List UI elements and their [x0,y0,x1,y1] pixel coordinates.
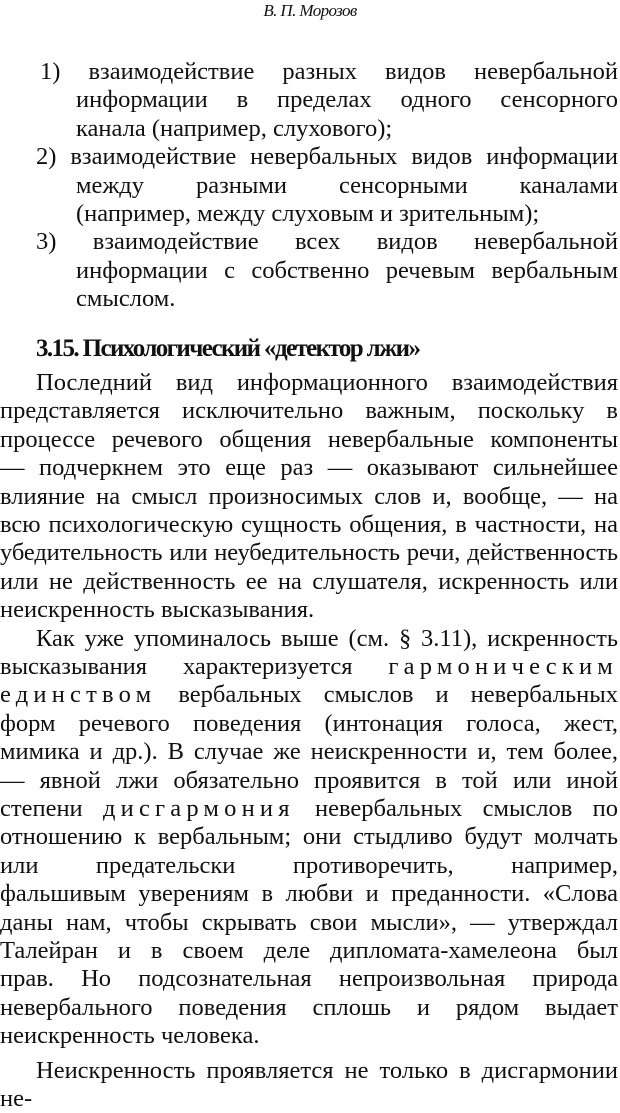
text-run: прав. Но подсознательная непроизвольная природа [0,965,618,993]
text-line [0,880,618,908]
text-run: 3) взаимодействие всех видов невербальной [36,228,618,256]
text-run: фальшивым уверениям в любви и преданности. «Слова [0,880,618,908]
text-line [76,86,618,114]
text-run: отношению к вербальным; они стыдливо будут молчать [0,823,618,851]
spaced-emphasis: единством [0,681,157,709]
text-run: даны нам, чтобы скрывать свои мысли», — утверждал [0,908,618,936]
text-line [0,1085,618,1113]
text-line [76,172,618,200]
text-run: невербального поведения сплошь и рядом выдает [0,993,618,1021]
text-run: влияние на смысл произносимых слов и, вообще, — на [0,482,618,510]
text-line [36,625,618,653]
text-run: или не действенность ее на слушателя, искренность или [0,567,618,595]
text-run: между разными сенсорными каналами [76,171,618,199]
text-run: представляется исключительно важным, поскольку в [0,397,618,425]
text-line [0,483,618,511]
spaced-emphasis: гармоническим [388,653,618,680]
section-heading: 3.15. Психологический «детектор лжи» [36,335,420,362]
text-line [0,596,618,624]
text-run: высказывания характеризуется [0,653,389,680]
text-run: форм речевого поведения (интонация голоса, жест, [0,709,618,737]
text-run: мимика и др.). В случае же неискренности и, тем более, [0,738,618,766]
text-line [36,1057,618,1085]
text-line [76,115,618,143]
text-run: информации с собственно речевым вербальным [76,256,618,284]
text-run: Неискренность проявляется не только в дисгармонии [36,1056,618,1084]
text-run: — подчеркнем это еще раз — оказывают сильнейшее [0,454,618,482]
text-line [0,823,618,851]
text-run: или предательски противоречить, например, [0,851,618,879]
text-line [76,285,618,313]
text-line [0,965,618,993]
text-line [0,937,618,965]
text-run: степени [0,795,103,822]
text-run: — явной лжи обязательно проявится в той или иной [0,766,618,794]
text-line [76,200,618,228]
text-line [0,852,618,880]
running-head: В. П. Морозов [263,1,357,20]
text-line [76,257,618,285]
text-line [0,397,618,425]
text-line [0,681,618,709]
text-line [36,369,618,397]
text-run: 2) взаимодействие невербальных видов информации [36,143,618,171]
spaced-emphasis: дисгармония [102,795,295,822]
text-line [0,511,618,539]
text-line [40,58,618,86]
text-run: (например, между слуховым и зрительным); [76,200,540,227]
text-run: информации в пределах одного сенсорного [76,86,618,114]
text-line [0,738,618,766]
text-run: невербальных смыслов по [294,795,618,822]
text-run: Как уже упоминалось выше (см. § 3.11), искренность [36,624,618,652]
text-line [36,143,618,171]
text-line [0,795,618,823]
text-line [0,767,618,795]
text-line [0,710,618,738]
text-line [0,454,618,482]
text-run: Последний вид информационного взаимодействия [36,369,618,396]
text-run: убедительность или неубедительность речи, действенность [0,539,618,567]
text-line [0,909,618,937]
text-line [0,426,618,454]
text-run: неискренность человека. [0,1022,260,1050]
text-run: процессе речевого общения невербальные компоненты [0,425,618,453]
text-line [0,1022,618,1050]
text-line [0,994,618,1022]
text-line [0,539,618,567]
text-run: неискренность высказывания. [0,596,315,624]
text-run: Талейран и в своем деле дипломата-хамелеона был [0,937,618,964]
text-run: 1) взаимодействие разных видов невербальной [40,58,618,85]
text-run: всю психологическую сущность общения, в частности, на [0,511,618,538]
text-run: не- [0,1085,33,1112]
text-line [0,568,618,596]
text-line [0,653,618,681]
text-run: смыслом. [76,285,176,313]
text-line [36,228,618,256]
text-run: вербальных смыслов и невербальных [156,681,618,709]
text-run: канала (например, слухового); [76,114,393,142]
